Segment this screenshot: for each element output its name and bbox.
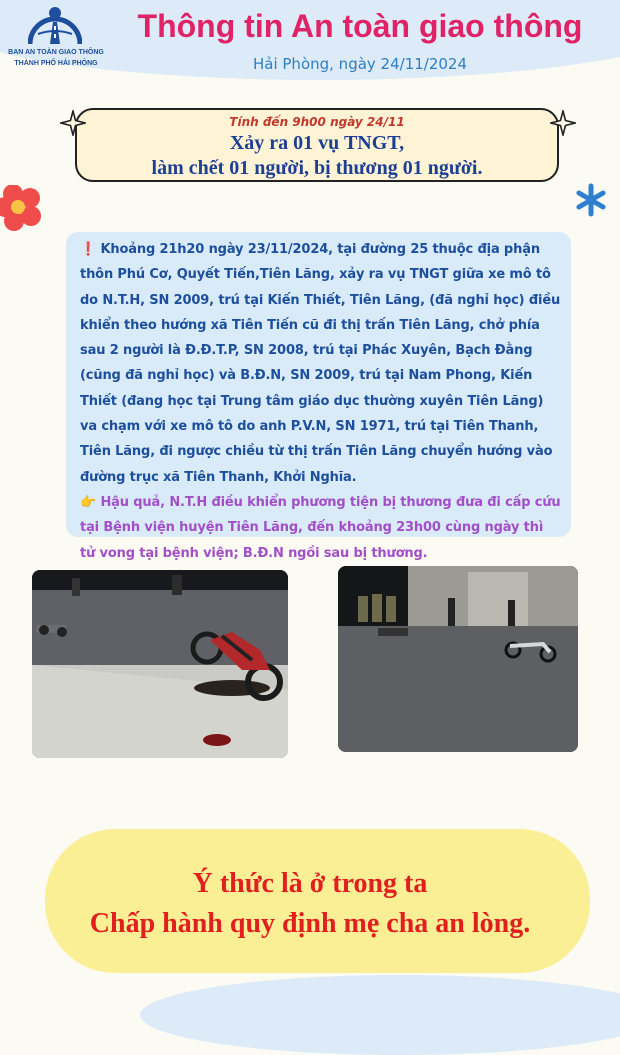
incident-text: Khoảng 21h20 ngày 23/11/2024, tại đường 25 thuộc địa phận thôn Phú Cơ, Quyết Tiến,Tiên Lãng, xảy ra vụ TNGT giữa xe mô tô do N.T.H, SN 2009, trú tại Kiến Thiết, Tiên Lãng, (đã nghỉ học) điều khiển theo hướng xã Tiên Tiến cũ đi thị trấn Tiên Lãng, chở phía sau 2 người là Đ.Đ.T.P, SN 2008, trú tại Phác Xuyên, Bạch Đằng (cũng đã nghỉ học) và B.Đ.N, SN 2009, trú tại Nam Phong, Kiến Thiết (đang học tại Trung tâm giáo dục thường xuyên Tiên Lãng) va chạm với xe mô tô do anh P.V.N, SN 1971, trú tại Tiên Thanh, Tiên Lãng, đi ngược chiều từ thị trấn Tiên Lãng chuyển hướng vào đường trục xã Tiên Thanh, Khởi Nghĩa. (80, 242, 561, 485)
date-line: Hải Phòng, ngày 24/11/2024 (252, 55, 468, 73)
consequence-text: Hậu quả, N.T.H điều khiển phương tiện bị thương đưa đi cấp cứu tại Bệnh viện huyện Tiên Lãng, đến khoảng 23h00 cùng ngày thì tử vong tại bệnh viện; B.Đ.N ngồi sau bị thương. (80, 494, 561, 561)
exclamation-icon: ❗ (80, 242, 97, 257)
accident-photo-2 (338, 566, 578, 752)
logo (6, 4, 102, 70)
star-icon (60, 110, 86, 136)
page-title: Thông tin An toàn giao thông (137, 8, 583, 44)
accident-photo-1 (32, 570, 288, 758)
asterisk-icon (574, 183, 608, 217)
slogan-line-2: Chấp hành quy định mẹ cha an lòng. (89, 908, 531, 939)
incident-description (66, 232, 571, 561)
star-icon (550, 110, 576, 136)
pointing-hand-icon: 👉 (80, 494, 97, 510)
banner-subtitle: Tính đến 9h00 ngày 24/11 (229, 115, 405, 129)
summary-banner (75, 108, 559, 182)
slogan-background (45, 829, 590, 973)
logo-text-line1: BAN AN TOÀN GIAO THÔNG (8, 49, 104, 56)
banner-headline-1: Xảy ra 01 vụ TNGT, (229, 132, 405, 154)
logo-road-icon (28, 4, 82, 44)
flower-icon (0, 185, 46, 231)
banner-headline-2: làm chết 01 người, bị thương 01 người. (151, 157, 483, 179)
footer-background (140, 975, 620, 1055)
consequence-paragraph (80, 490, 561, 566)
incident-paragraph (80, 237, 561, 490)
slogan-line-1: Ý thức là ở trong ta (192, 868, 428, 899)
logo-text-line2: THÀNH PHỐ HẢI PHÒNG (14, 60, 98, 67)
